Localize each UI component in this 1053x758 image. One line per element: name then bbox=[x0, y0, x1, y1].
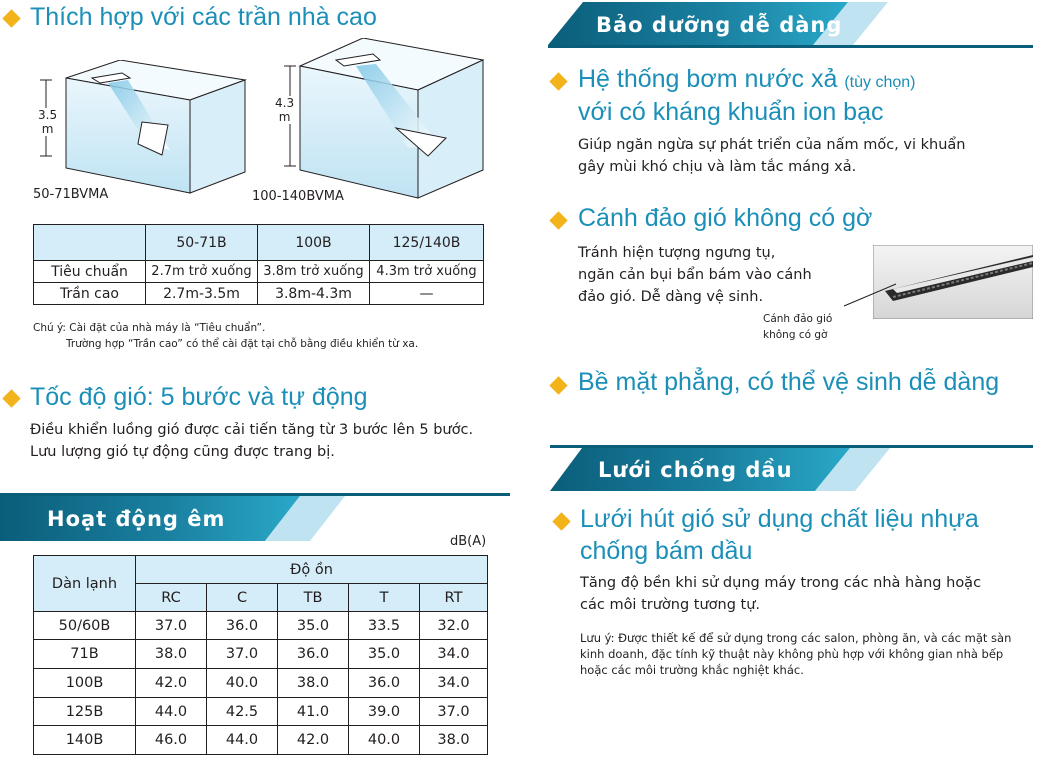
table-header-cell: 125/140B bbox=[370, 225, 484, 261]
table-cell: 36.0 bbox=[278, 640, 349, 669]
banner-quiet-operation bbox=[0, 493, 510, 541]
table-cell: 40.0 bbox=[207, 669, 278, 698]
table-cell: 40.0 bbox=[349, 726, 420, 755]
table-cell: 38.0 bbox=[420, 726, 488, 755]
table-row bbox=[34, 698, 488, 726]
table-header-cell: 50-71B bbox=[146, 225, 258, 261]
table-cell: 39.0 bbox=[349, 698, 420, 726]
table-cell: 36.0 bbox=[207, 612, 278, 640]
table-cell: 3.8m trở xuống bbox=[258, 261, 370, 283]
bullet-diamond-icon bbox=[552, 512, 570, 530]
table-cell: 37.0 bbox=[207, 640, 278, 669]
drain-pump-text: Giúp ngăn ngừa sự phát triển của nấm mốc, vi khuẩn bbox=[578, 137, 966, 153]
noise-column-header: C bbox=[207, 584, 278, 612]
height-label-small: 3.5 m bbox=[38, 108, 58, 136]
table-cell: 37.0 bbox=[420, 698, 488, 726]
noise-group-header: Độ ồn bbox=[136, 556, 488, 584]
table-cell: 42.0 bbox=[278, 726, 349, 755]
room-diagram-small bbox=[30, 60, 255, 195]
table-cell: 46.0 bbox=[136, 726, 207, 755]
table-cell: 41.0 bbox=[278, 698, 349, 726]
heading-flat-surface: Bề mặt phẳng, có thể vệ sinh dễ dàng bbox=[578, 368, 1000, 396]
fan-auto-text: Lưu lượng gió tự động cũng được trang bị. bbox=[30, 444, 335, 460]
noise-column-header: T bbox=[349, 584, 420, 612]
table-row-label: 50/60B bbox=[34, 612, 136, 640]
noise-column-header: RT bbox=[420, 584, 488, 612]
model-label-large: 100-140BVMA bbox=[252, 189, 344, 204]
table-cell: 34.0 bbox=[420, 640, 488, 669]
table-cell: 2.7m trở xuống bbox=[146, 261, 258, 283]
model-label-small: 50-71BVMA bbox=[33, 187, 109, 202]
grease-note: hoặc các môi trường khắc nghiệt khác. bbox=[580, 663, 804, 677]
optional-tag: (tùy chọn) bbox=[844, 74, 916, 91]
table-cell: 35.0 bbox=[349, 640, 420, 669]
table-header-cell: 100B bbox=[258, 225, 370, 261]
heading-high-ceiling: Thích hợp với các trần nhà cao bbox=[30, 3, 377, 31]
flap-caption: không có gờ bbox=[763, 329, 828, 341]
table-cell: 44.0 bbox=[207, 726, 278, 755]
table-row-label: 100B bbox=[34, 669, 136, 698]
table-cell: 42.5 bbox=[207, 698, 278, 726]
table-corner-cell bbox=[34, 225, 146, 261]
flap-text: Tránh hiện tượng ngưng tụ, bbox=[578, 245, 776, 261]
grease-text: các môi trường tương tự. bbox=[580, 597, 761, 613]
table-row bbox=[34, 640, 488, 669]
table-row bbox=[34, 612, 488, 640]
heading-fan-speed: Tốc độ gió: 5 bước và tự động bbox=[30, 383, 368, 411]
fan-speed-text: Điều khiển luồng gió được cải tiến tăng từ 3 bước lên 5 bước. bbox=[30, 422, 474, 438]
height-label-large: 4.3 m bbox=[275, 96, 295, 124]
table-cell: — bbox=[370, 283, 484, 305]
flap-text: đảo gió. Dễ dàng vệ sinh. bbox=[578, 289, 764, 305]
table-cell: 35.0 bbox=[278, 612, 349, 640]
table-row-label: Trần cao bbox=[34, 283, 146, 305]
table-cell: 38.0 bbox=[136, 640, 207, 669]
grease-text: Tăng độ bền khi sử dụng máy trong các nhà hàng hoặc bbox=[580, 575, 982, 591]
table-cell: 37.0 bbox=[136, 612, 207, 640]
table-cell: 38.0 bbox=[278, 669, 349, 698]
noise-column-header: TB bbox=[278, 584, 349, 612]
table-row-label: 125B bbox=[34, 698, 136, 726]
heading-drain-pump bbox=[578, 65, 915, 94]
flap-caption: Cánh đảo gió bbox=[763, 313, 833, 325]
bullet-diamond-icon bbox=[2, 389, 20, 407]
table-cell: 32.0 bbox=[420, 612, 488, 640]
flap-text: ngăn cản bụi bẩn bám vào cánh bbox=[578, 267, 812, 283]
banner-quiet-label: Hoạt động êm bbox=[47, 507, 226, 531]
bullet-diamond-icon bbox=[549, 72, 567, 90]
table-row-label: 71B bbox=[34, 640, 136, 669]
ceiling-height-table bbox=[33, 224, 484, 305]
flap-callout-line bbox=[840, 280, 900, 310]
heading-drain-pump-line2: với có kháng khuẩn ion bạc bbox=[578, 98, 884, 126]
table-row bbox=[34, 726, 488, 755]
table-cell: 42.0 bbox=[136, 669, 207, 698]
factory-setting-note: Chú ý: Cài đặt của nhà máy là “Tiêu chuẩn”. bbox=[33, 322, 266, 334]
room-diagram-large bbox=[268, 38, 493, 203]
table-row-label: 140B bbox=[34, 726, 136, 755]
banner-grease-filter bbox=[550, 445, 1033, 491]
heading-grease-filter-line2: chống bám dầu bbox=[580, 537, 753, 565]
table-row-label: Tiêu chuẩn bbox=[34, 261, 146, 283]
heading-grease-filter: Lưới hút gió sử dụng chất liệu nhựa bbox=[580, 505, 979, 533]
table-row bbox=[34, 669, 488, 698]
table-cell: 33.5 bbox=[349, 612, 420, 640]
table-cell: 36.0 bbox=[349, 669, 420, 698]
banner-easy-maintenance bbox=[548, 2, 1033, 48]
grease-note: kinh doanh, đặc tính kỹ thuật này không phù hợp với không gian nhà bếp bbox=[580, 647, 1004, 661]
noise-column-header: RC bbox=[136, 584, 207, 612]
noise-level-table bbox=[33, 555, 488, 755]
bullet-diamond-icon bbox=[2, 9, 20, 27]
banner-grease-label: Lưới chống dầu bbox=[598, 458, 793, 482]
table-cell: 44.0 bbox=[136, 698, 207, 726]
drain-pump-title: Hệ thống bơm nước xả bbox=[578, 65, 838, 93]
noise-row-header: Dàn lạnh bbox=[34, 556, 136, 612]
noise-unit-label: dB(A) bbox=[450, 534, 487, 549]
table-cell: 3.8m-4.3m bbox=[258, 283, 370, 305]
grease-note: Lưu ý: Được thiết kế để sử dụng trong các salon, phòng ăn, và các mặt sàn bbox=[580, 631, 1012, 645]
bullet-diamond-icon bbox=[549, 376, 567, 394]
banner-maintenance-label: Bảo dưỡng dễ dàng bbox=[596, 13, 843, 37]
heading-flap: Cánh đảo gió không có gờ bbox=[578, 204, 873, 232]
table-cell: 2.7m-3.5m bbox=[146, 283, 258, 305]
table-cell: 34.0 bbox=[420, 669, 488, 698]
bullet-diamond-icon bbox=[549, 211, 567, 229]
high-ceiling-note: Trường hợp “Trần cao” có thể cài đặt tại chỗ bằng điều khiển từ xa. bbox=[66, 338, 419, 350]
table-cell: 4.3m trở xuống bbox=[370, 261, 484, 283]
drain-pump-text: gây mùi khó chịu và làm tắc máng xả. bbox=[578, 159, 857, 175]
